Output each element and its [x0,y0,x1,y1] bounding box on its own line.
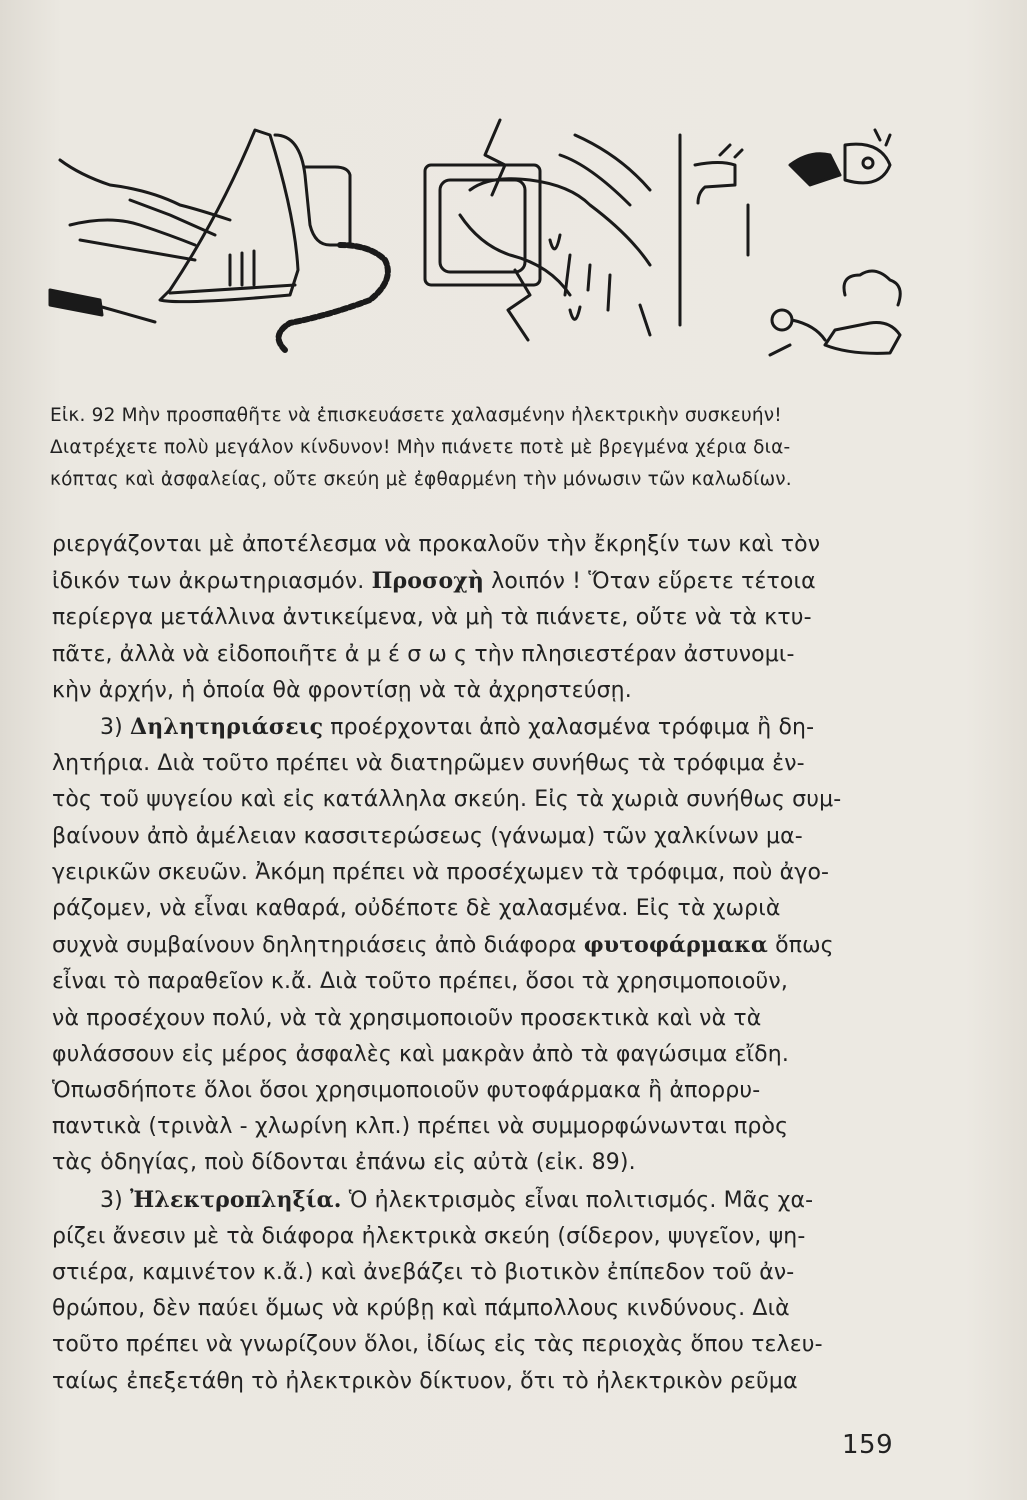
text-line: ριεργάζονται μὲ ἀποτέλεσμα νὰ προκαλοῦν τὴν ἔκρηξίν των καὶ τὸν [52,532,821,557]
text-line: τὸς τοῦ ψυγείου καὶ εἰς κατάλληλα σκεύη. Εἰς τὰ χωριὰ συνήθως συμ- [52,787,842,813]
appliance-icon [770,271,900,355]
text-line: στιέρα, καμινέτον κ.ἄ.) καὶ ἀνεβάζει τὸ βιοτικὸν ἐπίπεδον τοῦ ἀν- [52,1260,795,1286]
emphasis-prosoxi: Προσοχὴ [371,568,485,595]
text-line: κὴν ἀρχήν, ἡ ὁποία θὰ φροντίσῃ νὰ τὰ ἀχρηστεύσῃ. [52,677,632,703]
text-line: περίεργα μετάλλινα ἀντικείμενα, νὰ μὴ τὰ πιάνετε, οὔτε νὰ τὰ κτυ- [52,605,812,631]
text-line: ἰδικόν των ἀκρωτηριασμόν. Προσοχὴ λοιπόν ! Ὅταν εὕρετε τέτοια [52,568,816,595]
text-line: 3) Δηλητηριάσεις προέρχονται ἀπὸ χαλασμένα τρόφιμα ἢ δη- [100,714,815,741]
text-line: συχνὰ συμβαίνουν δηλητηριάσεις ἀπὸ διάφορα φυτοφάρμακα ὅπως [52,932,834,959]
text-line: νὰ προσέχουν πολύ, νὰ τὰ χρησιμοποιοῦν προσεκτικὰ καὶ νὰ τὰ [52,1005,762,1031]
text-line: ράζομεν, νὰ εἶναι καθαρά, οὐδέποτε δὲ χαλασμένα. Εἰς τὰ χωριὰ [52,896,781,922]
page-number: 159 [842,1430,894,1460]
text-line: γειρικῶν σκευῶν. Ἀκόμη πρέπει νὰ προσέχωμεν τὰ τρόφιμα, ποὺ ἀγο- [52,859,830,885]
faucet-icon [680,135,748,325]
text-line: ταίως ἐπεξετάθη τὸ ἠλεκτρικὸν δίκτυον, ὅτι τὸ ἠλεκτρικὸν ρεῦμα [52,1368,798,1394]
text-line: ρίζει ἄνεσιν μὲ τὰ διάφορα ἠλεκτρικὰ σκεύη (σίδερον, ψυγεῖον, ψη- [52,1223,806,1249]
heading-electrocution: Ἠλεκτροπληξία. [130,1186,342,1213]
text-line: παντικὰ (τρινὰλ - χλωρίνη κλπ.) πρέπει νὰ συμμορφώνωνται πρὸς [52,1114,789,1140]
screwdriver-icon [50,290,155,322]
text-line: εἶναι τὸ παραθεῖον κ.ἄ. Διὰ τοῦτο πρέπει, ὅσοι τὰ χρησιμοποιοῦν, [52,969,788,995]
text-line: Ὁπωσδήποτε ὅλοι ὅσοι χρησιμοποιοῦν φυτοφάρμακα ἢ ἀπορρυ- [52,1078,761,1104]
heading-poisoning: Δηλητηριάσεις [130,714,324,741]
caption-line: κόπτας καὶ ἀσφαλείας, οὔτε σκεύη μὲ ἐφθαρμένη τὴν μόνωσιν τῶν καλωδίων. [50,469,792,490]
text-line: βαίνουν ἀπὸ ἀμέλειαν κασσιτερώσεως (γάνωμα) τῶν χαλκίνων μα- [52,823,803,849]
text-line: τοῦτο πρέπει νὰ γνωρίζουν ὅλοι, ἰδίως εἰς τὰς περιοχὰς ὅπου τελευ- [52,1332,823,1358]
emphasis-pesticides: φυτοφάρμακα [583,932,768,959]
text-line: φυλάσσουν εἰς μέρος ἀσφαλὲς καὶ μακρὰν ἀπὸ τὰ φαγώσιμα εἴδη. [52,1041,789,1067]
caption-line: Διατρέχετε πολὺ μεγάλον κίνδυνον! Μὴν πιάνετε ποτὲ μὲ βρεγμένα χέρια δια- [50,437,791,458]
text-line: τὰς ὁδηγίας, ποὺ δίδονται ἐπάνω εἰς αὐτὰ (εἰκ. 89). [52,1150,636,1176]
wall-socket-icon [425,120,650,340]
text-line: πᾶτε, ἀλλὰ νὰ εἰδοποιῆτε ἀ μ έ σ ω ς τὴν πλησιεστέραν ἀστυνομι- [52,641,795,667]
caption-line: Εἰκ. 92 Μὴν προσπαθῆτε νὰ ἐπισκευάσετε χαλασμένην ἠλεκτρικὴν συσκευήν! [50,405,782,426]
iron-icon [60,130,388,350]
text-line: θρώπου, δὲν παύει ὅμως νὰ κρύβῃ καὶ πάμπολλους κινδύνους. Διὰ [52,1296,790,1322]
wall-switch-icon [790,130,890,185]
figure-caption [50,400,902,496]
body-text [52,527,902,1400]
text-line: λητήρια. Διὰ τοῦτο πρέπει νὰ διατηρῶμεν συνήθως τὰ τρόφιμα ἐν- [52,751,805,777]
electrical-hazards-illustration [30,95,910,395]
text-line: 3) Ἠλεκτροπληξία. Ὁ ἠλεκτρισμὸς εἶναι πολιτισμός. Μᾶς χα- [100,1186,814,1213]
